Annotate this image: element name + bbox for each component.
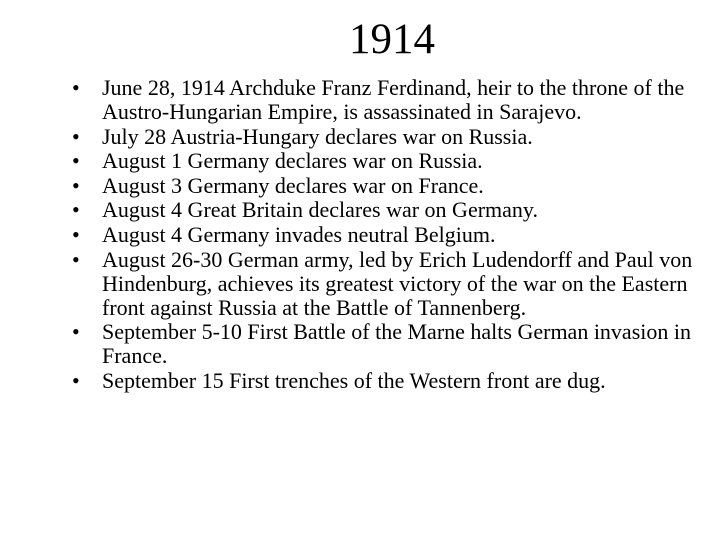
bullet-text: August 4 Germany invades neutral Belgium. bbox=[102, 221, 496, 247]
bullet-item bbox=[72, 198, 702, 222]
bullet-icon: • bbox=[72, 367, 80, 393]
bullet-icon: • bbox=[72, 123, 80, 149]
bullet-text: August 1 Germany declares war on Russia. bbox=[102, 148, 483, 174]
timeline-bullet-list bbox=[72, 76, 702, 393]
bullet-text: September 5-10 First Battle of the Marne halts German invasion in France. bbox=[102, 319, 691, 369]
bullet-text: September 15 First trenches of the Western front are dug. bbox=[102, 367, 606, 393]
bullet-text: August 4 Great Britain declares war on Germany. bbox=[102, 197, 538, 223]
bullet-item bbox=[72, 174, 702, 198]
bullet-item bbox=[72, 223, 702, 247]
bullet-item bbox=[72, 369, 702, 393]
bullet-item bbox=[72, 149, 702, 173]
bullet-item bbox=[72, 125, 702, 149]
bullet-icon: • bbox=[72, 75, 80, 100]
bullet-icon: • bbox=[72, 148, 80, 174]
bullet-icon: • bbox=[72, 197, 80, 223]
bullet-icon: • bbox=[72, 221, 80, 247]
bullet-text: July 28 Austria-Hungary declares war on Russia. bbox=[102, 123, 533, 149]
slide-title: 1914 bbox=[349, 16, 435, 63]
bullet-item bbox=[72, 76, 702, 124]
bullet-item bbox=[72, 320, 702, 368]
bullet-item bbox=[72, 248, 702, 320]
bullet-text: August 26-30 German army, led by Erich Ludendorff and Paul von Hindenburg, achieves its greatest victory of the war on the Eastern front against Russia at the Battle of Tannenberg. bbox=[102, 246, 693, 320]
bullet-text: June 28, 1914 Archduke Franz Ferdinand, heir to the throne of the Austro-Hungarian Empire, is assassinated in Sarajevo. bbox=[102, 75, 685, 124]
bullet-icon: • bbox=[72, 319, 80, 345]
bullet-icon: • bbox=[72, 172, 80, 198]
bullet-icon: • bbox=[72, 246, 80, 272]
bullet-text: August 3 Germany declares war on France. bbox=[102, 172, 484, 198]
